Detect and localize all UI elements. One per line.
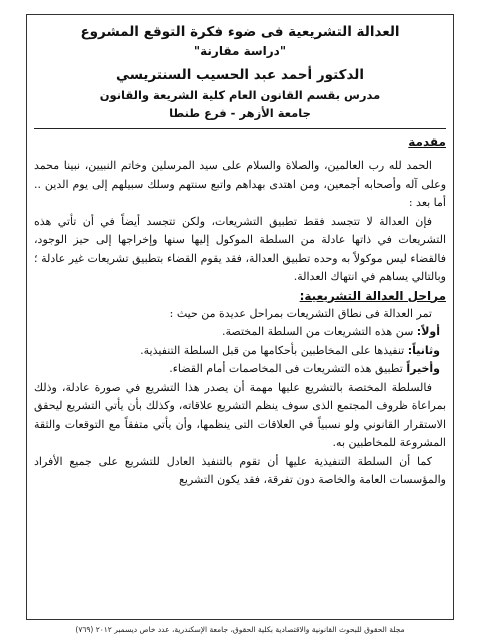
paper-subtitle: "دراسة مقارنة" bbox=[193, 44, 287, 58]
intro-paragraph-2: فإن العدالة لا تتجسد فقط تطبيق التشريعات، ولكن تتجسد أيضاً في أن تأتي هذه التشريعات في ذاتها عادلة من السلطة الموكول إليها سنها وإخراجها إلى حيز الوجود، فالقضاء ليس موكولاً به وحده تطبيق العدالة، فقد يقوم القضاء بتطبيق تشريعات غير عادلة ؛ وبالتالي يساهم في انتهاك العدالة. bbox=[34, 214, 446, 283]
stage-item-2 bbox=[34, 342, 446, 361]
stage-item-1-label: أولاً: bbox=[416, 325, 440, 338]
stages-lead: تمر العدالة فى نطاق التشريعات بمراحل عديدة من حيث : bbox=[169, 306, 432, 320]
stage-item-1 bbox=[34, 323, 446, 342]
journal-footer: مجلة الحقوق للبحوث القانونية والاقتصادية بكلية الحقوق، جامعة الإسكندرية، عدد خاص ديسمبر ٢٠١٢ (٧٦٩) bbox=[75, 625, 405, 634]
stage-item-2-label: وثانياً: bbox=[407, 343, 440, 357]
stage-item-3 bbox=[34, 360, 446, 379]
frame-left-border bbox=[26, 14, 27, 620]
stage-item-3-label: وأخيراً bbox=[406, 362, 440, 375]
frame-top-border bbox=[26, 14, 454, 15]
frame-right-border bbox=[453, 14, 454, 620]
intro-paragraph-1: الحمد لله رب العالمين، والصلاة والسلام على سيد المرسلين وخاتم النبيين، نبينا محمد وعلى آله وأصحابه أجمعين، ومن اهتدى بهداهم واتبع سنتهم وسلك سبيلهم إلى يوم الدين .. أما بعد : bbox=[34, 159, 446, 209]
stages-paragraph-4: كما أن السلطة التنفيذية عليها أن تقوم بالتنفيذ العادل للتشريع على جميع الأفراد والمؤسسات العامة والخاصة دون تفرقة، فقد يكون التشريع bbox=[34, 454, 446, 486]
stage-item-1-text: سن هذه التشريعات من السلطة المختصة. bbox=[222, 325, 414, 338]
author-name: الدكتور أحمد عبد الحسيب السنتريسي bbox=[116, 67, 364, 83]
frame-bottom-border bbox=[26, 619, 454, 620]
author-university: جامعة الأزهر - فرع طنطا bbox=[169, 106, 311, 120]
paper-title: العدالة التشريعية فى ضوء فكرة التوقع المشروع bbox=[80, 24, 400, 40]
header-divider bbox=[34, 128, 446, 129]
intro-heading: مقدمة bbox=[408, 135, 446, 149]
author-affiliation: مدرس بقسم القانون العام كلية الشريعة والقانون bbox=[99, 88, 381, 102]
paper-header bbox=[34, 22, 446, 122]
stages-heading: مراحل العدالة التشريعية: bbox=[299, 288, 446, 303]
stage-item-2-text: تنفيذها على المخاطبين بأحكامها من قبل السلطة التنفيذية. bbox=[140, 343, 405, 357]
stages-paragraph-3: فالسلطة المختصة بالتشريع عليها مهمة أن يصدر هذا التشريع في صورة عادلة، وذلك بمراعاة ظروف المجتمع الذى سوف ينظم التشريع علاقاته، وكذلك بأن يأتي التشريع ليحقق الاستقرار القانوني ولو نسبياً في العلاقات التى ينظمها، وأن يأتي متفقاً مع التوقعات والثقة المشروعة للمخاطبين به. bbox=[34, 380, 446, 449]
stage-item-3-text: تطبيق هذه التشريعات فى المخاصمات أمام القضاء. bbox=[169, 362, 403, 375]
